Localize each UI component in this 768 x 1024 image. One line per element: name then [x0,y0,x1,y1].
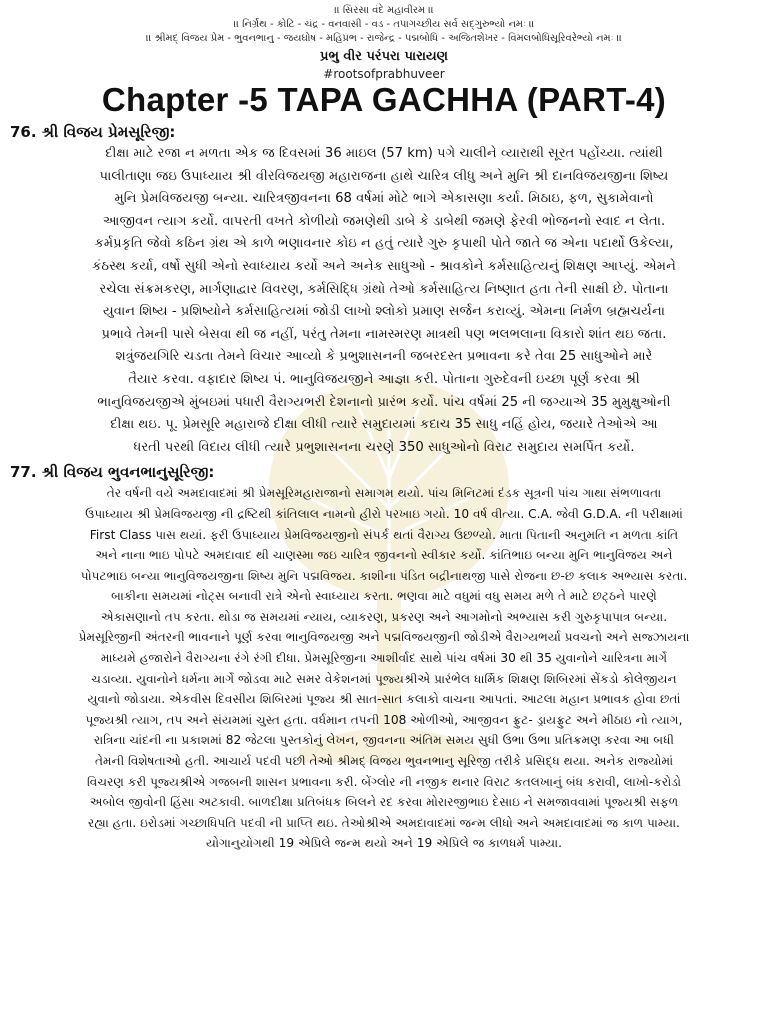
paragraph-line: વિચરણ કરી પૂજ્યશ્રીએ ગજબની શાસન પ્રભાવના કરી. બેંગ્લોર ની નજીક થનાર વિરાટ કતલખાનું બંધ કરાવી, લાખો-કરોડો [86,774,681,789]
header-invocation-2: ।। નિર્ગ્રથ - કોટિ - ચંદ્ર - વનવાસી - વડ - તપાગચ્છીય સર્વ સદ્ગુરુભ્યો નમઃ ।। [233,19,535,30]
section-heading: 76. શ્રી વિજય પ્રેમસૂરિજી: [10,123,176,141]
paragraph-line: કર્મપ્રકૃતિ જેવો કઠિન ગ્રંથ એ કાળે ભણાવનાર કોઇ ન હતું ત્યારે ગુરુ કૃપાથી પોતે જાતે જ એના પદાર્થો ઉકેલ્યા, [94,236,674,252]
series-title: પ્રભુ વીર પરંપરા પારાયણ [320,49,448,64]
paragraph-line: તૈયાર કરવા. વફાદાર શિષ્ય પં. ભાનુવિજયજીને આજ્ઞા કરી. પોતાના ગુરુદેવની ઇચ્છા પૂર્ણ કરવા શ્રી [128,371,640,387]
paragraph-line: પૂજ્યશ્રી ત્યાગ, તપ અને સંયમમાં ચુસ્ત હતા. વર્ધમાન તપની 108 ઓળીઓ, આજીવન ફ્રુટ- ડ્રાયફ્રુટ અને મીઠાઇ નો ત્યાગ, [85,712,683,727]
header-invocation-3: ।। શ્રીમદ્ વિજય પ્રેમ - ભુવનભાનુ - જયઘોષ - મહિપ્રભ - રાજેન્દ્ર - પદ્મબોધિ - અજિતશેખર - વિમલબોધિસૂરિવરેભ્યો નમઃ ।। [146,33,622,44]
paragraph-line: યુવાન શિષ્ય - પ્રશિષ્યોને કર્મસાહિત્યમાં જોડી લાખો શ્લોકો પ્રમાણ સર્જન કરાવ્યું. એમના નિર્મળ બ્રહ્મચર્યના [102,304,666,320]
paragraph-line: રાત્રિના ચાંદની ના પ્રકાશમાં 82 જેટલા પુસ્તકોનું લેખન, જીવનના અંતિમ સમય સુધી ઉભા ઉભા પ્રતિક્રમણ કરવા આ બધી [93,733,675,748]
section-body [6,483,762,854]
paragraph-line: આજીવન ત્યાગ કર્યો. વાપરતી વખતે કોળીયો જમણેથી ડાબે કે ડાબેથી જમણે ફેરવી ભોજનનો સ્વાદ ન લેતા. [102,213,666,229]
paragraph-line: પોપટભાઇ બન્યા ભાનુવિજયજીના શિષ્ય મુનિ પદ્મવિજય. કાશીના પંડિત બદ્રીનાથજી પાસે રોજના છ-છ કલાક અભ્યાસ કરતા. [80,568,688,583]
paragraph-line: એકાસણાનો તપ કરતા. થોડા જ સમયમાં ન્યાય, વ્યાકરણ, પ્રકરણ અને આગમોનો અભ્યાસ કરી ગુરુકૃપાપાત્ર બન્યા. [100,609,668,624]
paragraph-line: ઉપાધ્યાય શ્રી પ્રેમવિજયજી ની દ્રષ્ટિથી કાંતિલાલ નામનો હીરો પરખાઇ ગયો. 10 વર્ષ વીત્યા. C.A. જેવી G.D.A. ની પરીક્ષામાં [85,506,683,521]
paragraph-line: ભાનુવિજયજીએ મુંબઇમાં પધારી વૈરાગ્યભરી દેશનાનો પ્રારંભ કર્યો. પાંચ વર્ષમાં 25 ની જગ્યાએ 35 મુમુક્ષુઓની [97,394,671,410]
paragraph-line: પ્રેમસૂરિજીની અંતરની ભાવનાને પૂર્ણ કરવા ભાનુવિજયજી અને પદ્મવિજયજીની જોડીએ વૈરાગ્યભર્યા પ્રવચનો અને સજ્ઝાયના [78,630,690,645]
paragraph-line: તેમની વિશેષતાઓ હતી. આચાર્ય પદવી પછી તેઓ શ્રીમદ્ વિજય ભુવનભાનુ સૂરિજી તરીકે પ્રસિદ્ધ થયા. અનેક રાજ્યોમાં [94,754,674,769]
section-body [6,143,762,459]
paragraph-line: અબોલ જીવોની હિંસા અટકાવી. બાળદીક્ષા પ્રતિબંધક બિલને રદ કરવા મોરારજીભાઇ દેસાઇ ને સમજાવવામાં પૂજ્યશ્રી સફળ [89,795,679,810]
paragraph-line: મુનિ પ્રેમવિજયજી બન્યા. ચારિત્રજીવનના 68 વર્ષમાં મોટે ભાગે એકાસણા કર્યા. મિઠાઇ, ફળ, સુકામેવાનો [114,191,654,207]
paragraph-line: રચેલા સંક્રમકરણ, માર્ગણાદ્વાર વિવરણ, કર્મસિદ્ધિ ગ્રંથો તેઓ કર્મસાહિત્ય નિષ્ણાત હતા તેની સાક્ષી છે. પોતાના [99,281,669,297]
chapter-title: Chapter -5 TAPA GACHHA (PART-4) [101,81,667,118]
paragraph-line: પાલીતાણા જઇ ઉપાધ્યાય શ્રી વીરવિજયજી મહારાજના હાથે ચારિત્ર લીધુ અને મુનિ શ્રી દાનવિજયજીના શિષ્ય [99,168,669,184]
paragraph-line: માધ્યમે હજારોને વૈરાગ્યના રંગે રંગી દીધા. પ્રેમસૂરિજીના આશીર્વાદ સાથે પાંચ વર્ષમાં 30 થી 35 યુવાનોને ચારિત્રના માર્ગે [100,651,668,666]
header-invocation-1: ।। સિરસા વંદે મહાવીરમ ।। [334,5,434,16]
paragraph-line: અને નાના ભાઇ પોપટે અમદાવાદ થી ચાણસ્મા જઇ ચારિત્ર જીવનનો સ્વીકાર કર્યો. કાંતિભાઇ બન્યા મુનિ ભાનુવિજય અને [95,548,673,563]
hashtag: #rootsofprabhuveer [323,67,445,81]
paragraph-line: તેર વર્ષની વયે અમદાવાદમાં શ્રી પ્રેમસૂરિમહારાજાનો સમાગમ થયો. પાંચ મિનિટમાં દંડક સૂત્રની પાંચ ગાથા સંભળાવતા [106,486,662,501]
paragraph-line: દીક્ષા માટે રજા ન મળતા એક જ દિવસમાં 36 માઇલ (57 km) પગે ચાલીને વ્યારાથી સૂરત પહોંચ્યા. ત્યાંથી [105,146,663,161]
paragraph-line: દીક્ષા થઇ. પૂ. પ્રેમસૂરિ મહારાજે દીક્ષા લીધી ત્યારે સમુદાયમાં કદાચ 35 સાધુ નહિં હોય, જયારે તેઓએ આ [110,417,658,433]
paragraph-line: ચડાવ્યા. યુવાનોને ધર્મના માર્ગે જોડવા માટે સમર વેકેશનમાં પૂજ્યશ્રીએ પ્રારંભેલ ધાર્મિક શિક્ષણ શિબિરમાં સેંકડો કોલેજીયન [91,671,677,686]
paragraph-line: બાકીના સમયમાં નોટ્સ બનાવી રાત્રે એનો સ્વાધ્યાય કરતા. ભણવા માટે વધુમાં વધુ સમય મળે તે માટે છટ્ઠને પારણે [111,589,657,604]
section-77 [0,461,768,854]
paragraph-line: રહ્યા હતા. ઇરોડમાં ગચ્છાધિપતિ પદવી ની પ્રાપ્તિ થઇ. તેઓશ્રીએ અમદાવાદમાં જન્મ લીધો અને અમદાવાદમાં જ કાળ પામ્યા. [88,815,680,830]
section-heading: 77. શ્રી વિજય ભુવનભાનુસૂરિજી: [10,463,215,482]
paragraph-line: પ્રભાવે તેમની પાસે બેસવા થી જ નહીં, પરંતુ તેમના નામસ્મરણ માત્રથી પણ ભલભલાના વિકારો શાંત થઇ જતા. [101,326,667,342]
paragraph-line: First Class પાસ થયાં. ફરી ઉપાધ્યાય પ્રેમવિજયજીનો સંપર્ક થતાં વૈરાગ્ય ઉછળ્યો. માતા પિતાની અનુમતિ ન મળતા કાંતિ [89,527,679,542]
paragraph-line: કંઠસ્થ કર્યા, વર્ષો સુધી એનો સ્વાધ્યાય કર્યો અને અનેક સાધુઓ - શ્રાવકોને કર્મસાહિત્યનું શિક્ષણ આપ્યું. એમને [92,258,676,274]
paragraph-line: યોગાનુયોગથી 19 એપ્રિલે જન્મ થયો અને 19 એપ્રિલે જ કાળધર્મ પામ્યા. [205,836,563,851]
document-header [0,0,768,118]
paragraph-line: યુવાનો જોડાયા. એકવીસ દિવસીય શિબિરમાં પૂજ્ય શ્રી સાત-સાત કલાકો વાચના આપતાં. આટલા મહાન પ્રભાવક હોવા છતાં [87,692,681,707]
paragraph-line: ધરતી પરથી વિદાય લીધી ત્યારે પ્રભુશાસનના ચરણે 350 સાધુઓનો વિરાટ સમુદાય સમર્પિત કર્યો. [133,439,635,455]
paragraph-line: શત્રુંજયગિરિ ચડતા તેમને વિચાર આવ્યો કે પ્રભુશાસનની જબરદસ્ત પ્રભાવના કરે તેવા 25 સાધુઓને મારે [115,349,653,365]
section-76 [0,121,768,459]
